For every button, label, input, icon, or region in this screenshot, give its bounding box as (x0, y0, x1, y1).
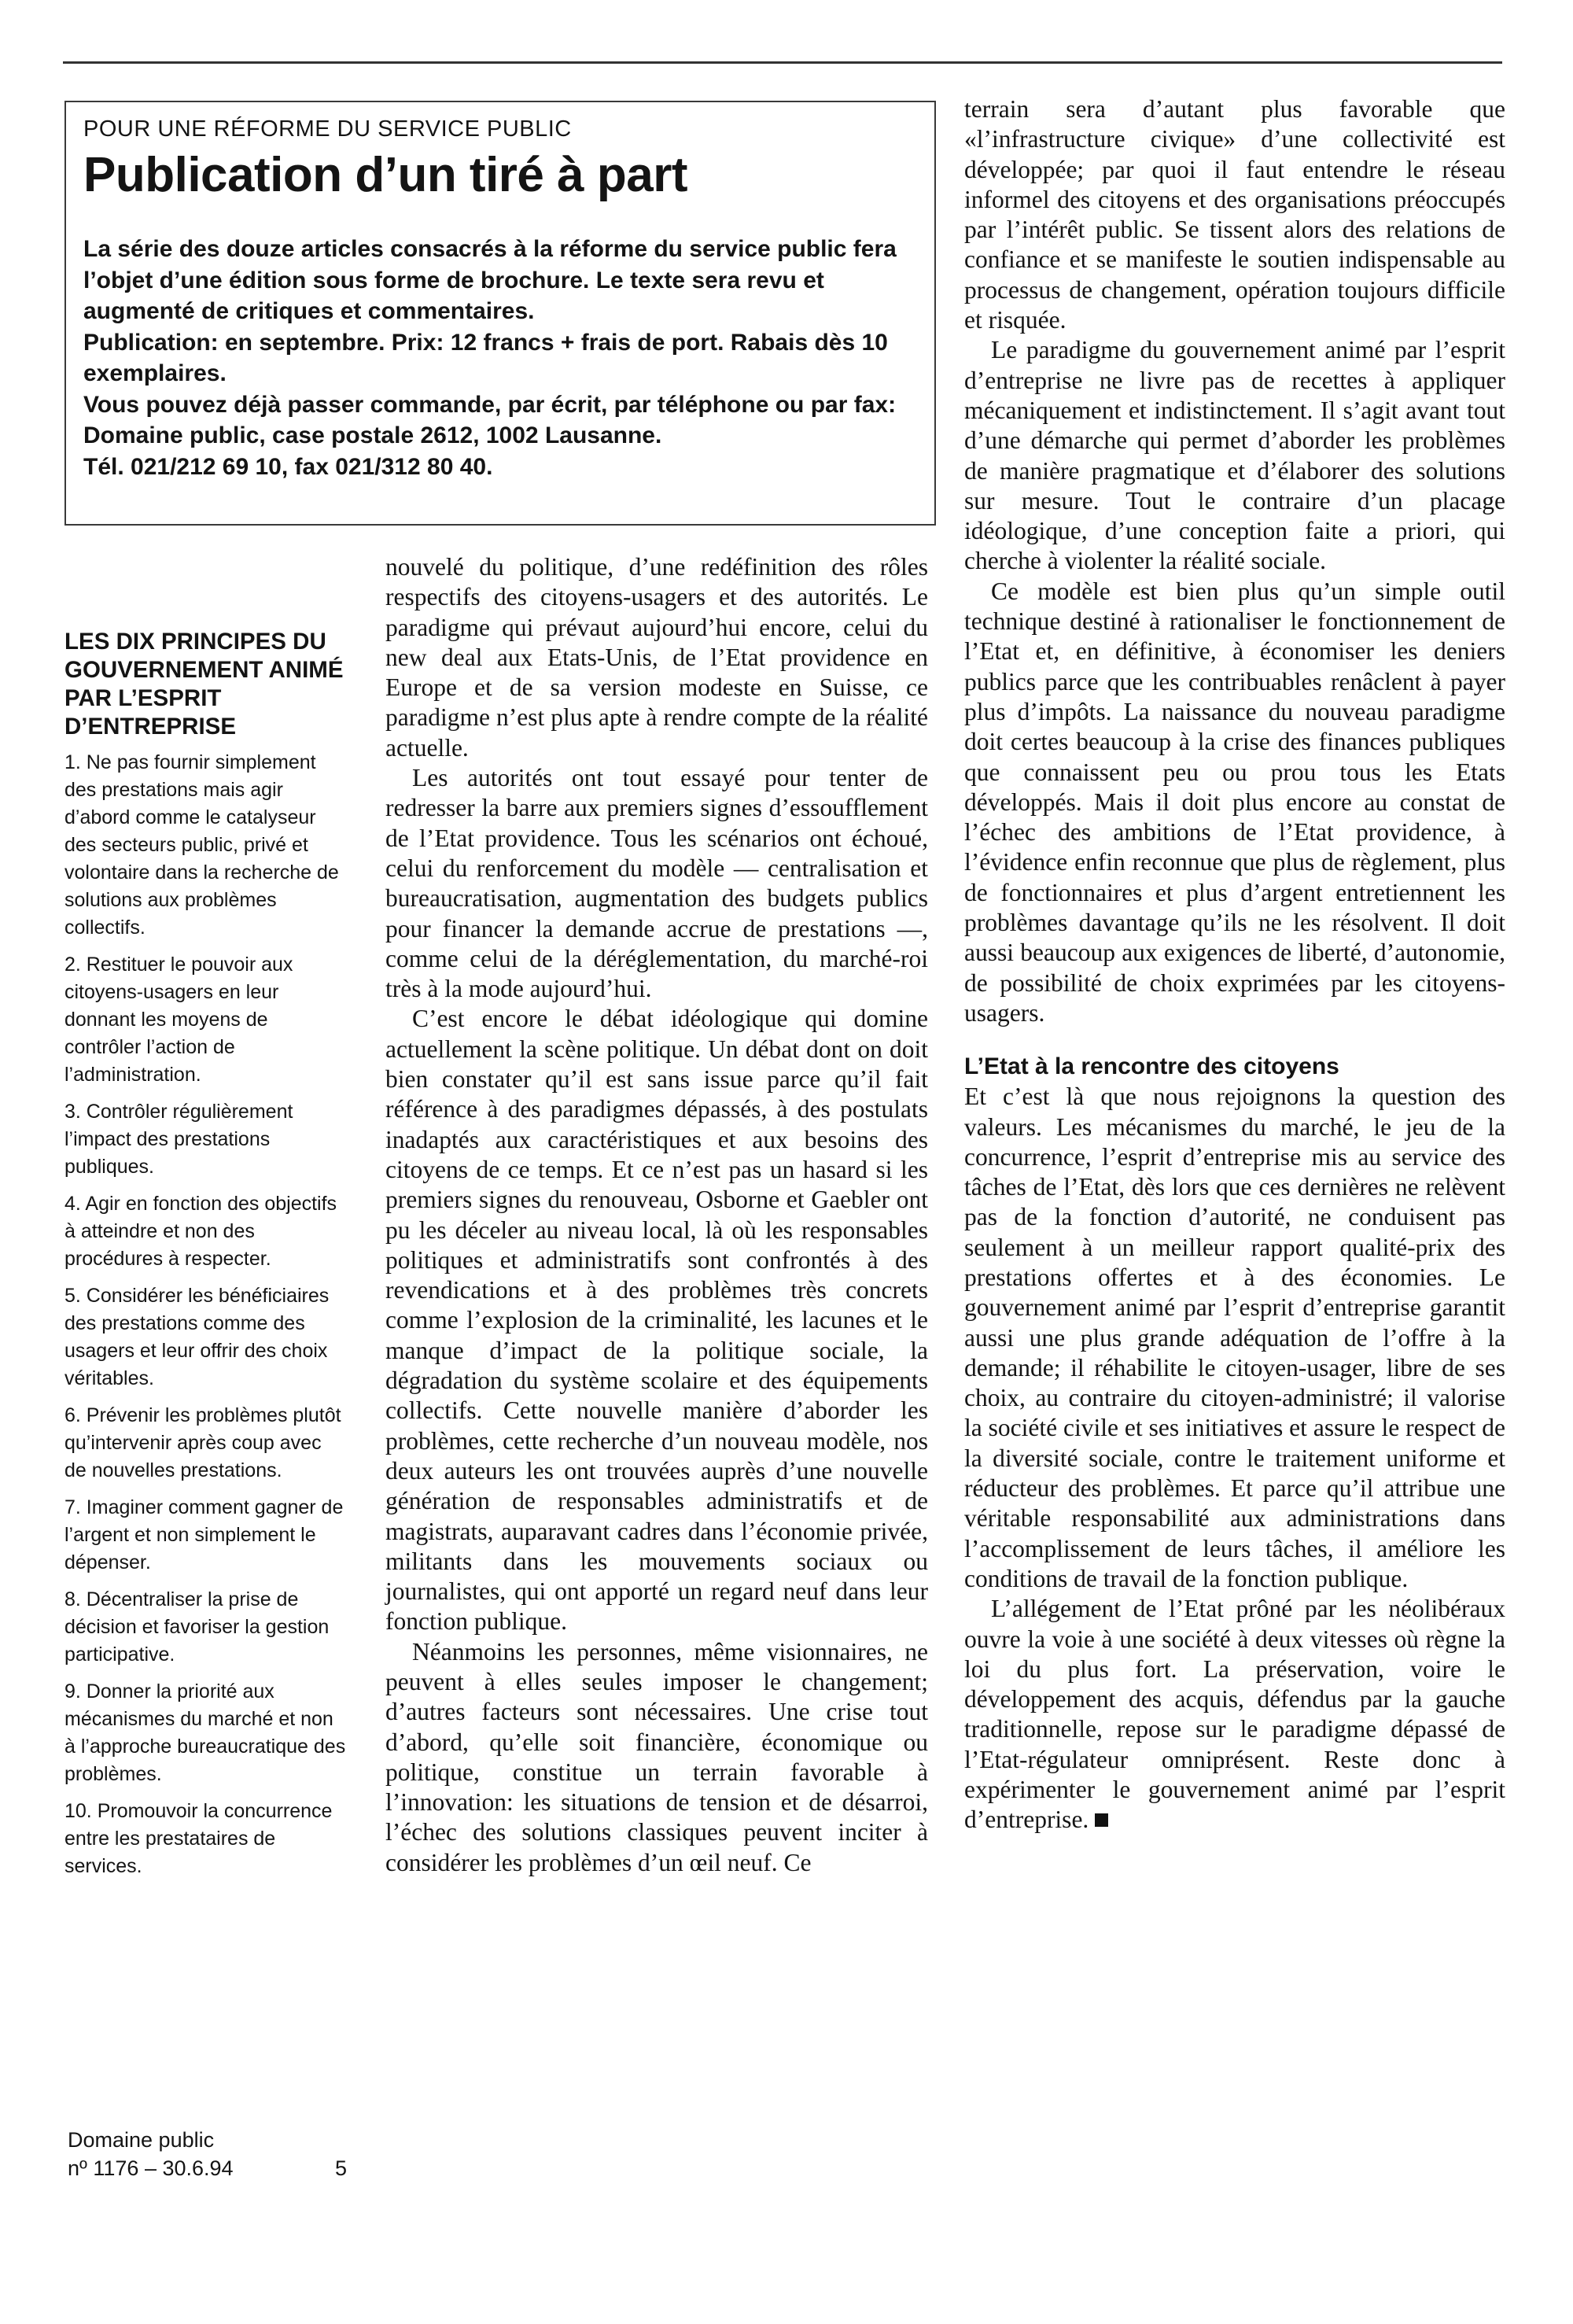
principle-item: 10. Promouvoir la concurrence entre les prestataires de services. (64, 1800, 333, 1877)
principle-item: 6. Prévenir les problèmes plutôt qu’intervenir après coup avec de nouvelles prestations. (64, 1404, 341, 1481)
principle-item: 5. Considérer les bénéficiaires des prestations comme des usagers et leur offrir des choix véritables. (64, 1285, 330, 1389)
principle-item: 7. Imaginer comment gagner de l’argent et non simplement le dépenser. (64, 1496, 344, 1573)
announcement-box (64, 101, 936, 526)
article-paragraph: Néanmoins les personnes, même visionnaires, ne peuvent à elles seules imposer le changement; d’autres facteurs sont nécessaires. Une crise tout d’abord, qu’elle soit financière, économique ou politique, constitue un terrain favorable à l’innovation: les situations de tension et de désarroi, l’échec des solutions classiques peuvent inciter à considérer les problèmes d’un œil neuf. Ce (385, 1637, 928, 1876)
footer-publication: Domaine public (68, 2128, 215, 2152)
article-paragraph: terrain sera d’autant plus favorable que «l’infrastructure civique» d’une collectivité est développée; par quoi il faut entendre le réseau informel des citoyens et des organisations préoccupés par l’intérêt public. Se tissent alors des relations de confiance et se manifeste le soutien indispensable au processus de changement, opération toujours difficile et risquée. (964, 95, 1505, 334)
article-paragraph (964, 1594, 1505, 1835)
top-rule (63, 61, 1502, 64)
article-paragraph-text: L’allégement de l’Etat prôné par les néolibéraux ouvre la voie à une société à deux vitesses où règne la loi du plus fort. La préservation, voire le développement des acquis, défendus par la gauche traditionnelle, repose sur le paradigme dépassé de l’Etat-régulateur omniprésent. Reste donc à expérimenter le gouvernement animé par l’esprit d’entreprise. (964, 1595, 1505, 1834)
box-paragraph: Publication: en septembre. Prix: 12 francs + frais de port. Rabais dès 10 exemplaires. (83, 329, 888, 387)
principle-item: 4. Agir en fonction des objectifs à atteindre et non des procédures à respecter. (64, 1193, 337, 1270)
principle-item: 3. Contrôler régulièrement l’impact des prestations publiques. (64, 1101, 293, 1178)
article-paragraph: Et c’est là que nous rejoignons la question des valeurs. Les mécanismes du marché, le jeu de la concurrence, l’esprit d’entreprise mis au service des tâches de l’Etat, dès lors que ces dernières ne relèvent pas de la fonction d’autorité, ne conduisent pas seulement à un meilleur rapport qualité-prix des prestations offertes et à des économies. Le gouvernement animé par l’esprit d’entreprise garantit aussi une plus grande adéquation de l’offre à la demande; il réhabilite le citoyen-usager, libre de ses choix, au contraire du citoyen-administré; il valorise la société civile et ses initiatives et assure le respect de la diversité sociale, contre le traitement uniforme et réducteur des problèmes. Et parce qu’il attribue une véritable responsabilité aux administrations dans l’accomplissement de leurs tâches, il améliore les conditions de travail de la fonction publique. (964, 1083, 1505, 1592)
page-number: 5 (335, 2156, 348, 2180)
article-middle-column (385, 552, 928, 1878)
article-paragraph: Ce modèle est bien plus qu’un simple outil technique destiné à rationaliser le fonctionnement de l’Etat et, en définitive, à économiser les deniers publics parce que les contribuables renâclent à payer plus d’impôts. La naissance du nouveau paradigme doit certes beaucoup à la crise des finances publiques que connaissent peu ou prou tous les Etats développés. Mais il doit plus encore au constat de l’échec des ambitions de l’Etat providence, à l’évidence enfin reconnue que plus de règlement, plus de fonctionnaires et plus d’argent entretiennent les problèmes davantage qu’ils ne les résolvent. Il doit aussi beaucoup aux exigences de liberté, d’autonomie, de possibilité de choix exprimées par les citoyens-usagers. (964, 577, 1505, 1027)
footer-issue: nº 1176 – 30.6.94 (68, 2156, 234, 2180)
sidebar-heading: LES DIX PRINCIPES DU GOUVERNEMENT ANIMÉ PAR L’ESPRIT D’ENTREPRISE (64, 629, 344, 740)
article-paragraph: Le paradigme du gouvernement animé par l’esprit d’entreprise ne livre pas de recettes à appliquer mécaniquement et indistinctement. Il s’agit avant tout d’une démarche qui permet d’aborder les problèmes de manière pragmatique et d’élaborer des solutions sur mesure. Tout le contraire d’un placage idéologique, d’une conception faite a priori, qui cherche à violenter la réalité sociale. (964, 336, 1505, 575)
article-right-column (964, 94, 1505, 1835)
box-paragraph: La série des douze articles consacrés à la réforme du service public fera l’objet d’une édition sous forme de brochure. Le texte sera revu et augmenté de critiques et commentaires. (83, 236, 897, 325)
box-kicker: POUR UNE RÉFORME DU SERVICE PUBLIC (83, 116, 572, 142)
box-title: Publication d’un tiré à part (83, 148, 687, 202)
principles-sidebar (64, 628, 348, 1890)
article-subheading: L’Etat à la rencontre des citoyens (964, 1053, 1339, 1080)
article-paragraph: nouvelé du politique, d’une redéfinition des rôles respectifs des citoyens-usagers et des autorités. Le paradigme qui prévaut aujourd’hui encore, celui du new deal aux Etats-Unis, de l’Etat providence en Europe et de sa version modeste en Suisse, ce paradigme n’est plus apte à rendre compte de la réalité actuelle. (385, 553, 928, 762)
article-paragraph: Les autorités ont tout essayé pour tenter de redresser la barre aux premiers signes d’essoufflement de l’Etat providence. Tous les scénarios ont échoué, celui du renforcement du modèle — centralisation et bureaucratisation, augmentation des budgets publics pour financer la demande accrue de prestations —, comme celui de la déréglementation, du marché-roi très à la mode aujourd’hui. (385, 764, 928, 1003)
article-paragraph: C’est encore le débat idéologique qui domine actuellement la scène politique. Un débat dont on doit bien constater qu’il est sans issue parce qu’il fait référence à des paradigmes dépassés, à des postulats inadaptés aux caractéristiques et aux besoins des citoyens de ce temps. Et ce n’est pas un hasard si les premiers signes du renouveau, Osborne et Gaebler ont pu les déceler au niveau local, là où les responsables politiques et administratifs sont confrontés à des revendications et à des problèmes très concrets comme l’explosion de la criminalité, les lacunes et le manque d’impact de la politique sociale, la dégradation du système scolaire et des équipements collectifs. Cette nouvelle manière d’aborder les problèmes, cette recherche d’un nouveau modèle, nos deux auteurs les ont trouvées auprès d’une nouvelle génération de responsables administratifs et de magistrats, auparavant cadres dans l’économie privée, militants dans les mouvements sociaux ou journalistes, qui ont apporté un regard neuf dans leur fonction publique. (385, 1005, 928, 1636)
page-footer (68, 2126, 367, 2182)
principle-item: 9. Donner la priorité aux mécanismes du marché et non à l’approche bureaucratique des problèmes. (64, 1680, 346, 1785)
box-paragraph: Vous pouvez déjà passer commande, par écrit, par téléphone ou par fax: Domaine public, case postale 2612, 1002 Lausanne. (83, 391, 897, 449)
principle-item: 8. Décentraliser la prise de décision et favoriser la gestion participative. (64, 1588, 330, 1666)
principle-item: 2. Restituer le pouvoir aux citoyens-usagers en leur donnant les moyens de contrôler l’action de l’administration. (64, 954, 293, 1086)
principle-item: 1. Ne pas fournir simplement des prestations mais agir d’abord comme le catalyseur des secteurs public, privé et volontaire dans la recherche de solutions aux problèmes collectifs. (64, 751, 339, 939)
end-of-article-mark (1095, 1813, 1108, 1827)
box-paragraph: Tél. 021/212 69 10, fax 021/312 80 40. (83, 453, 493, 480)
